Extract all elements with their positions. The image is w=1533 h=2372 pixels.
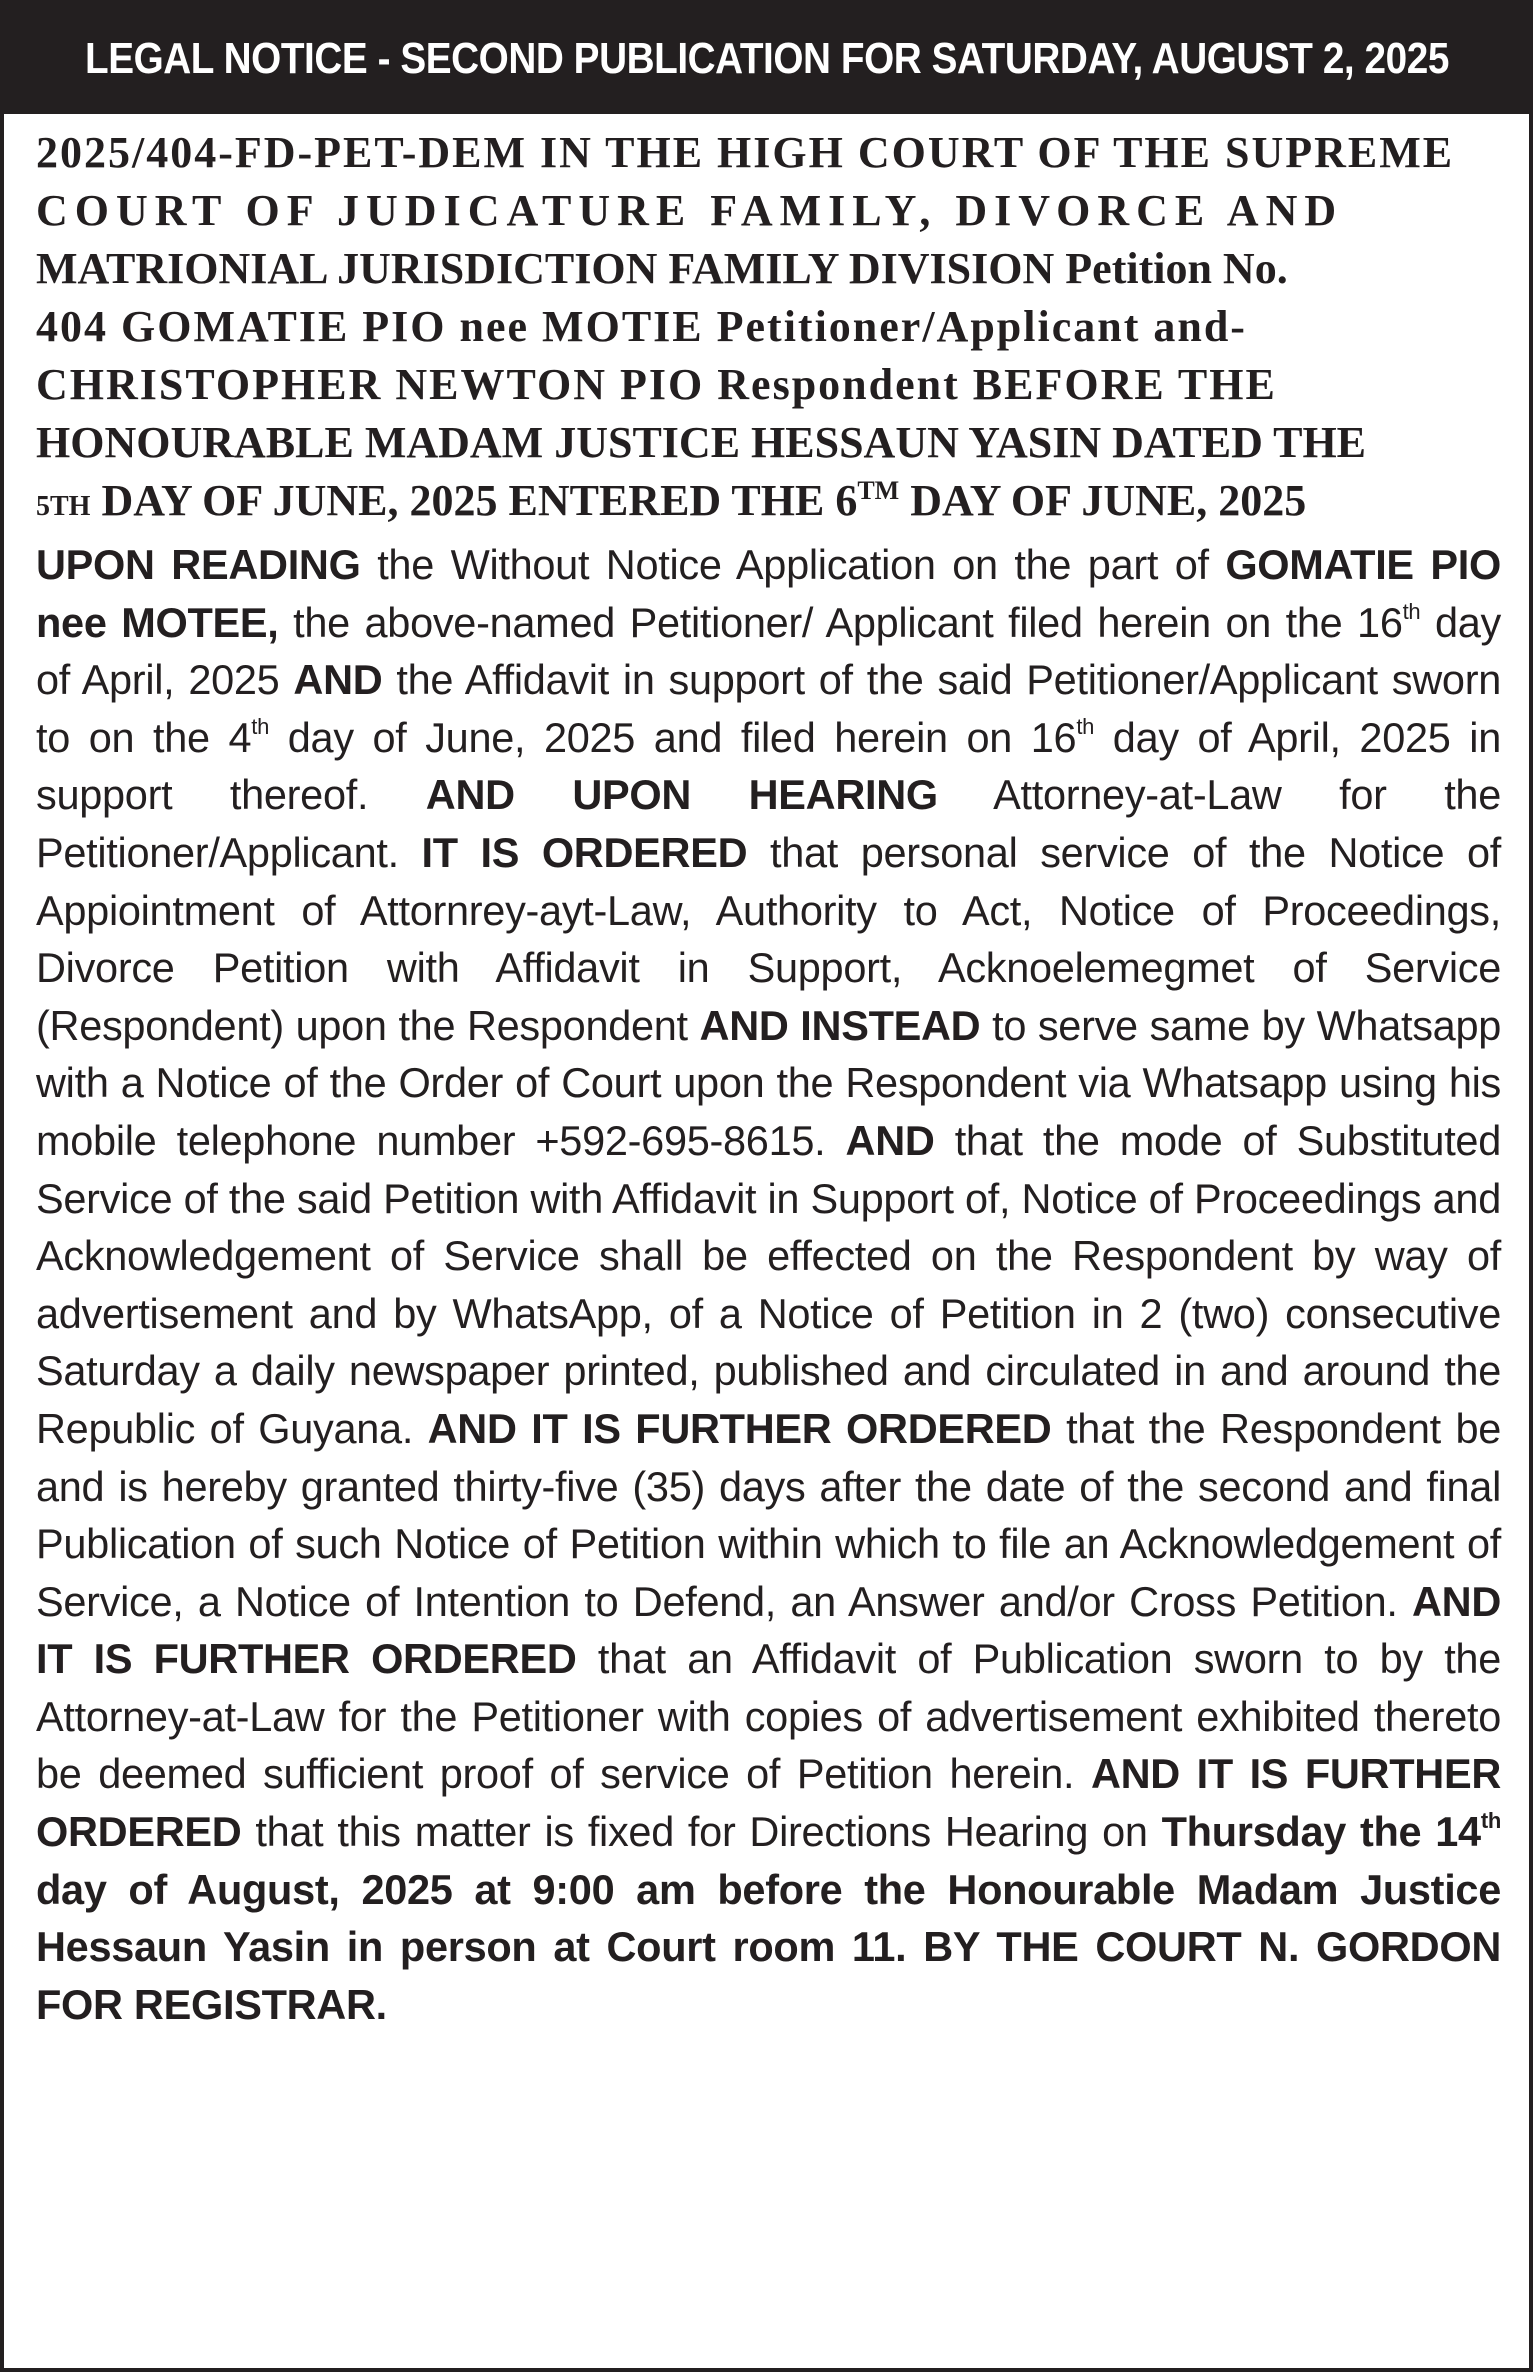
notice-body — [36, 124, 1501, 2364]
ordinal-suffix: th — [1076, 713, 1095, 739]
hearing-details: day of August, 2025 at 9:00 am before the Honourable Madam Justice Hessaun Yasin in person at Court room 11. BY THE COURT N. GORDON FOR REGISTRAR. — [36, 1865, 1501, 2028]
order-bold: GOMATIE PIO nee MOTEE, — [36, 541, 1501, 646]
order-text-span: day of April, 2025 in support thereof. — [36, 713, 1501, 819]
ordinal-suffix: th — [1402, 598, 1421, 624]
caption-line — [36, 356, 1501, 414]
order-text-span: that this matter is fixed for Directions Hearing on — [255, 1808, 1148, 1856]
caption-line: COURT OF JUDICATURE FAMILY, DIVORCE AND — [36, 186, 1344, 235]
order-text-span: the above-named Petitioner/ Applicant filed herein on the 16 — [293, 598, 1403, 646]
order-text-span: day of April, 2025 — [36, 598, 1501, 704]
notice-title: LEGAL NOTICE - SECOND PUBLICATION FOR SATURDAY, AUGUST 2, 2025 — [84, 34, 1449, 83]
order-text-span: that the Respondent be and is hereby granted thirty-five (35) days after the date of the second and final Publication of such Notice of Petition within which to file an Acknowledgement of Service, a Notice of Intention to Defend, an Answer and/or Cross Petition. — [36, 1404, 1502, 1625]
order-text-span: the Affidavit in support of the said Petitioner/Applicant sworn to on the 4 — [36, 656, 1502, 761]
order-text-span: that personal service of the Notice of Appiointment of Attornrey-ayt-Law, Authority to Act, Notice of Proceedings, Divorce Petition with Affidavit in Support, Acknoelemegmet of Service (Respondent) upon the Respondent — [36, 828, 1502, 1049]
order-bold: AND — [293, 656, 383, 704]
order-bold: AND UPON HEARING — [425, 771, 938, 819]
order-text-span: that an Affidavit of Publication sworn to by the Attorney-at-Law for the Petitioner with copies of advertisement exhibited thereto be deemed sufficient proof of service of Petition herein. — [36, 1635, 1501, 1798]
caption-text: BEFORE THE — [972, 360, 1277, 409]
caption-line: HONOURABLE MADAM JUSTICE HESSAUN YASIN DATED THE — [36, 418, 1367, 467]
case-caption — [36, 124, 1501, 536]
ordinal-suffix: th — [1480, 1808, 1502, 1834]
petition-label: Petition No. — [1065, 244, 1288, 293]
caption-line: 404 GOMATIE PIO nee MOTIE Petitioner/Applicant and- — [36, 302, 1247, 351]
ordinal-suffix: th — [251, 713, 270, 739]
order-text — [36, 536, 1501, 2033]
order-text-span: to serve same by Whatsapp with a Notice of the Order of Court upon the Respondent via Whatsapp using his mobile telephone number +592-695-8615. — [36, 1001, 1502, 1164]
order-bold: IT IS ORDERED — [421, 828, 748, 876]
order-bold: UPON READING — [36, 541, 361, 588]
caption-text: DAY OF JUNE, 2025 ENTERED THE 6 — [101, 476, 858, 525]
order-bold: AND IT IS FURTHER ORDERED — [427, 1404, 1052, 1452]
caption-line: 2025/404-FD-PET-DEM IN THE HIGH COURT OF THE SUPREME — [36, 128, 1455, 177]
hearing-date: Thursday the 14 — [1161, 1808, 1481, 1856]
order-text-span: Attorney-at-Law for the Petitioner/Applicant. — [36, 771, 1501, 876]
order-bold: AND INSTEAD — [699, 1001, 981, 1049]
order-bold: AND IT IS FURTHER ORDERED — [36, 1750, 1502, 1856]
order-bold: AND IT IS FURTHER ORDERED — [36, 1577, 1502, 1683]
caption-text: MATRIONIAL JURISDICTION FAMILY DIVISION — [36, 244, 1055, 293]
respondent-name: CHRISTOPHER NEWTON PIO Respondent — [36, 360, 960, 409]
order-bold: AND — [845, 1116, 935, 1164]
caption-line — [36, 472, 1501, 536]
order-text-span: day of June, 2025 and filed herein on 16 — [287, 713, 1077, 761]
caption-ordinal: 5TH — [36, 491, 91, 522]
order-text-span: the Without Notice Application on the part of — [377, 541, 1209, 588]
order-text-span: that the mode of Substituted Service of the said Petition with Affidavit in Support of, Notice of Proceedings and Acknowledgement of Service shall be effected on the Respondent by way of advertisement and by WhatsApp, of a Notice of Petition in 2 (two) consecutive Saturday a daily newspaper printed, published and circulated in and around the Republic of Guyana. — [36, 1116, 1501, 1452]
caption-superscript: TM — [857, 476, 900, 505]
caption-line — [36, 240, 1501, 298]
header-bar — [4, 4, 1529, 114]
caption-text: DAY OF JUNE, 2025 — [910, 476, 1307, 525]
